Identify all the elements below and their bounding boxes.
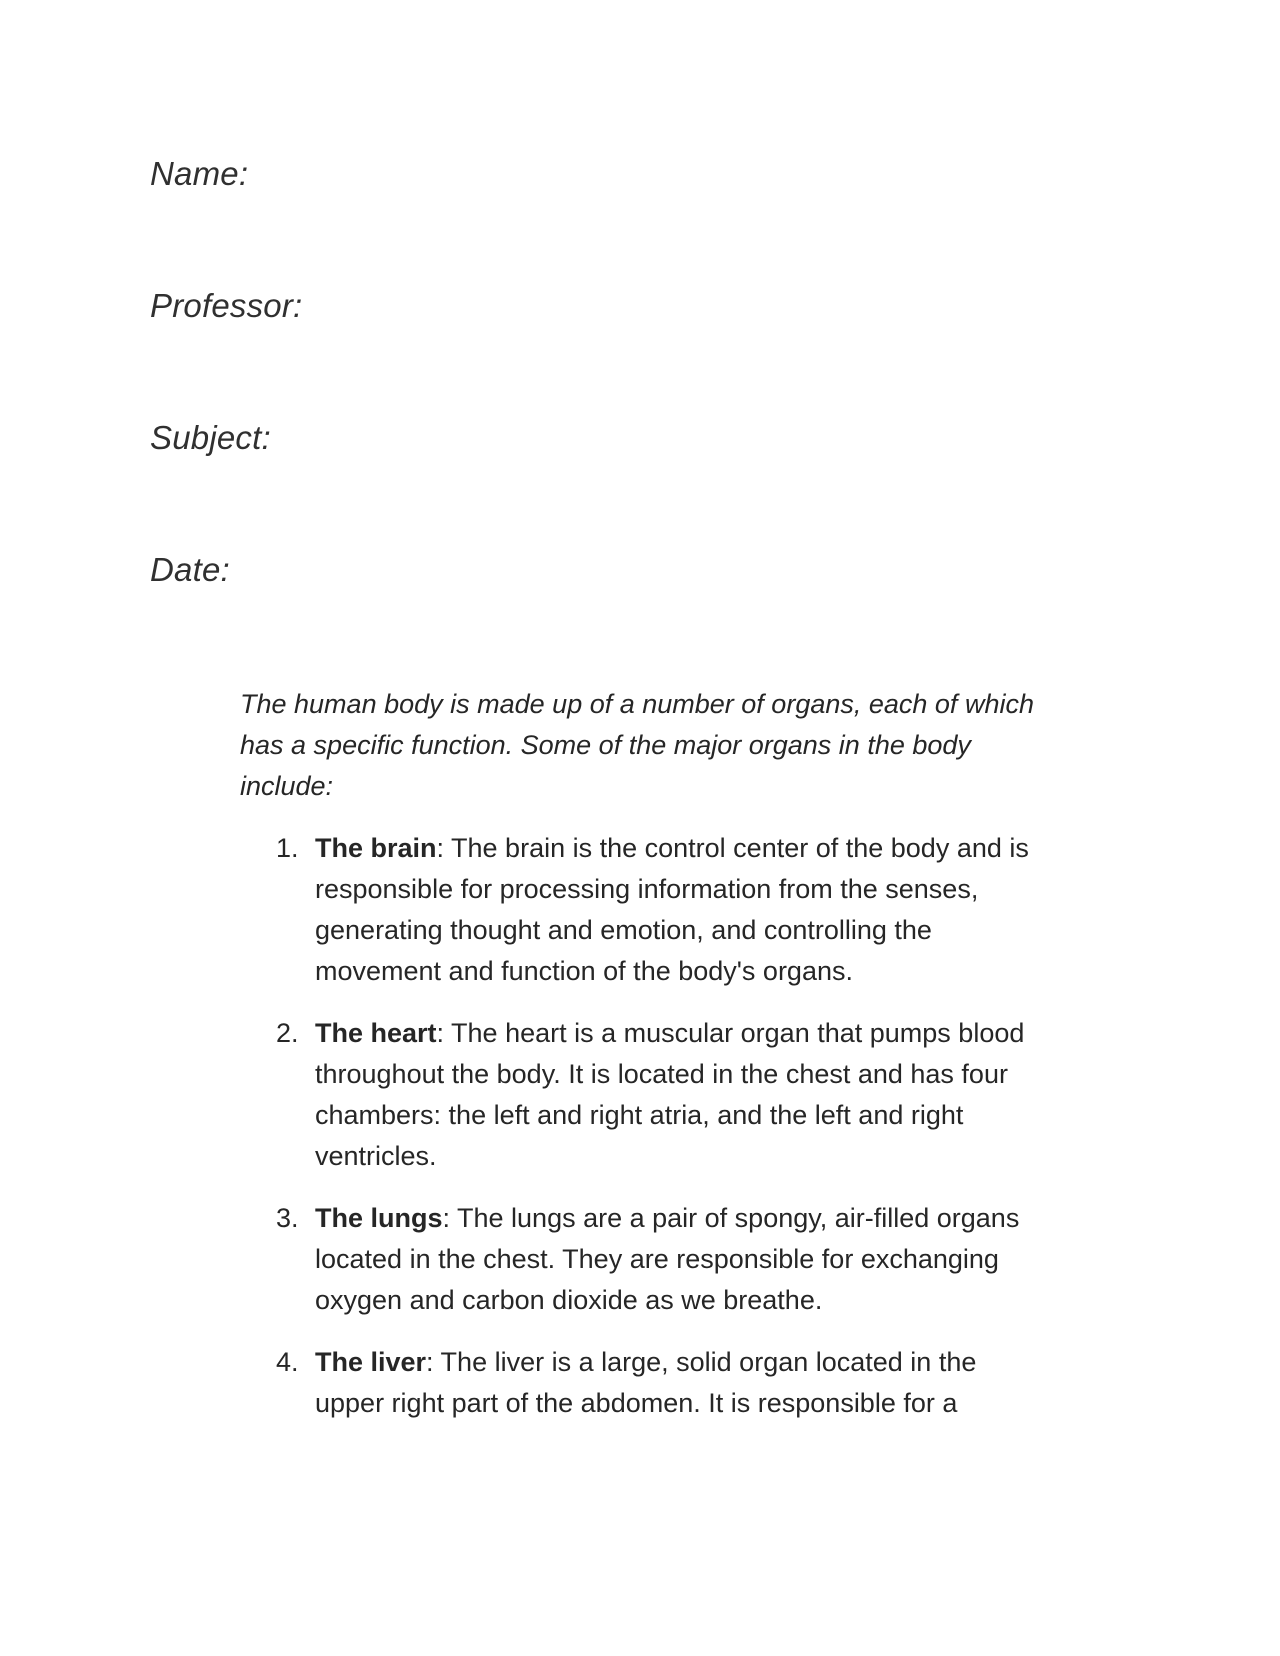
subject-label: Subject:: [150, 419, 271, 456]
list-item: [240, 1198, 1040, 1321]
list-item-number: 3.: [276, 1203, 299, 1233]
list-item-number: 4.: [276, 1347, 299, 1377]
organ-description: : The lungs are a pair of spongy, air-filled organs located in the chest. They are responsible for exchanging oxygen and carbon dioxide as we breathe.: [315, 1203, 1020, 1315]
list-item: [240, 828, 1040, 992]
organ-description: : The heart is a muscular organ that pumps blood throughout the body. It is located in the chest and has four chambers: the left and right atria, and the left and right ventricles.: [315, 1018, 1025, 1171]
list-item: [240, 1013, 1040, 1177]
organ-description: : The brain is the control center of the body and is responsible for processing information from the senses, generating thought and emotion, and controlling the movement and function of the body's organs.: [315, 833, 1029, 986]
date-label: Date:: [150, 551, 230, 588]
name-label: Name:: [150, 155, 249, 192]
list-item-number: 2.: [276, 1018, 299, 1048]
organ-list: [240, 828, 1040, 1424]
organ-name: The lungs: [315, 1203, 443, 1233]
intro-paragraph: The human body is made up of a number of organs, each of which has a specific function. Some of the major organs in the body include:: [240, 689, 1034, 801]
organ-name: The brain: [315, 833, 437, 863]
organ-name: The heart: [315, 1018, 437, 1048]
professor-label: Professor:: [150, 287, 303, 324]
list-item-number: 1.: [276, 833, 299, 863]
list-item: [240, 1342, 1040, 1424]
organ-description: : The liver is a large, solid organ located in the upper right part of the abdomen. It is responsible for a: [315, 1347, 977, 1418]
organ-name: The liver: [315, 1347, 427, 1377]
